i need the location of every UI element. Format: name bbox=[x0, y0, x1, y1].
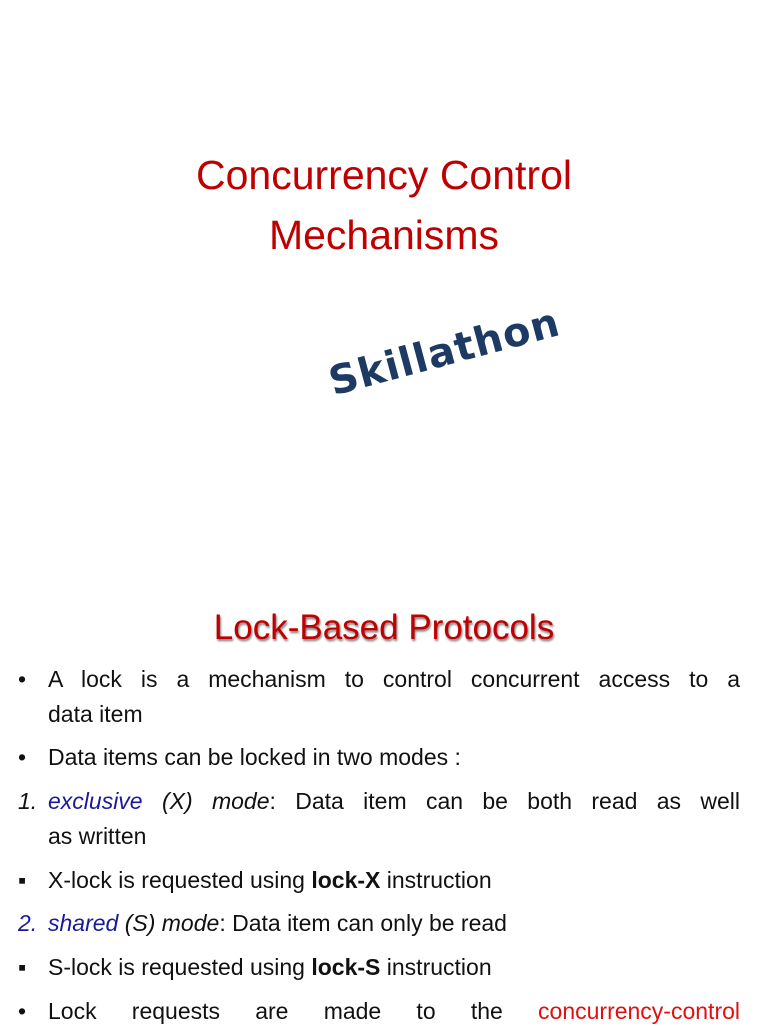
bullet-text: : Data item can be both read as well bbox=[269, 788, 741, 814]
bullet-1 bbox=[18, 662, 740, 697]
keyword-concurrency-control: concurrency-control bbox=[538, 998, 740, 1024]
bullet-text: : Data item can only be read bbox=[219, 910, 507, 936]
mode-label: (X) mode bbox=[161, 788, 270, 814]
square-bullet-icon: ▪ bbox=[18, 954, 27, 980]
bullet-1-cont: data item bbox=[48, 701, 143, 727]
keyword-shared: shared bbox=[48, 910, 119, 936]
numbered-1 bbox=[18, 784, 741, 819]
keyword-lock-x: lock-X bbox=[311, 867, 381, 893]
sub-bullet-2 bbox=[18, 950, 740, 985]
title-line-2: Mechanisms bbox=[268, 212, 500, 258]
title-line-1: Concurrency Control bbox=[196, 152, 572, 198]
number-marker: 1. bbox=[18, 788, 38, 814]
bullet-text: instruction bbox=[380, 954, 492, 980]
bullet-text: Data items can be locked in two modes : bbox=[48, 744, 461, 770]
keyword-exclusive: exclusive bbox=[48, 788, 143, 814]
numbered-2 bbox=[18, 906, 740, 941]
slide-title bbox=[0, 145, 768, 265]
bullet-text: instruction bbox=[380, 867, 492, 893]
skillathon-logo: Skillathon bbox=[324, 299, 565, 406]
square-bullet-icon: ▪ bbox=[18, 867, 27, 893]
bullet-text: S-lock is requested using bbox=[48, 954, 312, 980]
bullet-text: A lock is a mechanism to control concurrent access to a bbox=[48, 666, 740, 692]
number-marker: 2. bbox=[18, 910, 38, 936]
keyword-lock-s: lock-S bbox=[311, 954, 381, 980]
sub-bullet-1 bbox=[18, 863, 740, 898]
bullet-dot-icon: • bbox=[18, 666, 27, 692]
bullet-dot-icon: • bbox=[18, 744, 27, 770]
numbered-1-cont: as written bbox=[48, 823, 147, 849]
section-heading: Lock-Based Protocols bbox=[213, 608, 555, 647]
bullet-text: X-lock is requested using bbox=[48, 867, 312, 893]
mode-label: (S) mode bbox=[124, 910, 220, 936]
bullet-text: Lock requests are made to the bbox=[48, 998, 503, 1024]
bullet-2 bbox=[18, 740, 740, 775]
bullet-dot-icon: • bbox=[18, 998, 27, 1024]
